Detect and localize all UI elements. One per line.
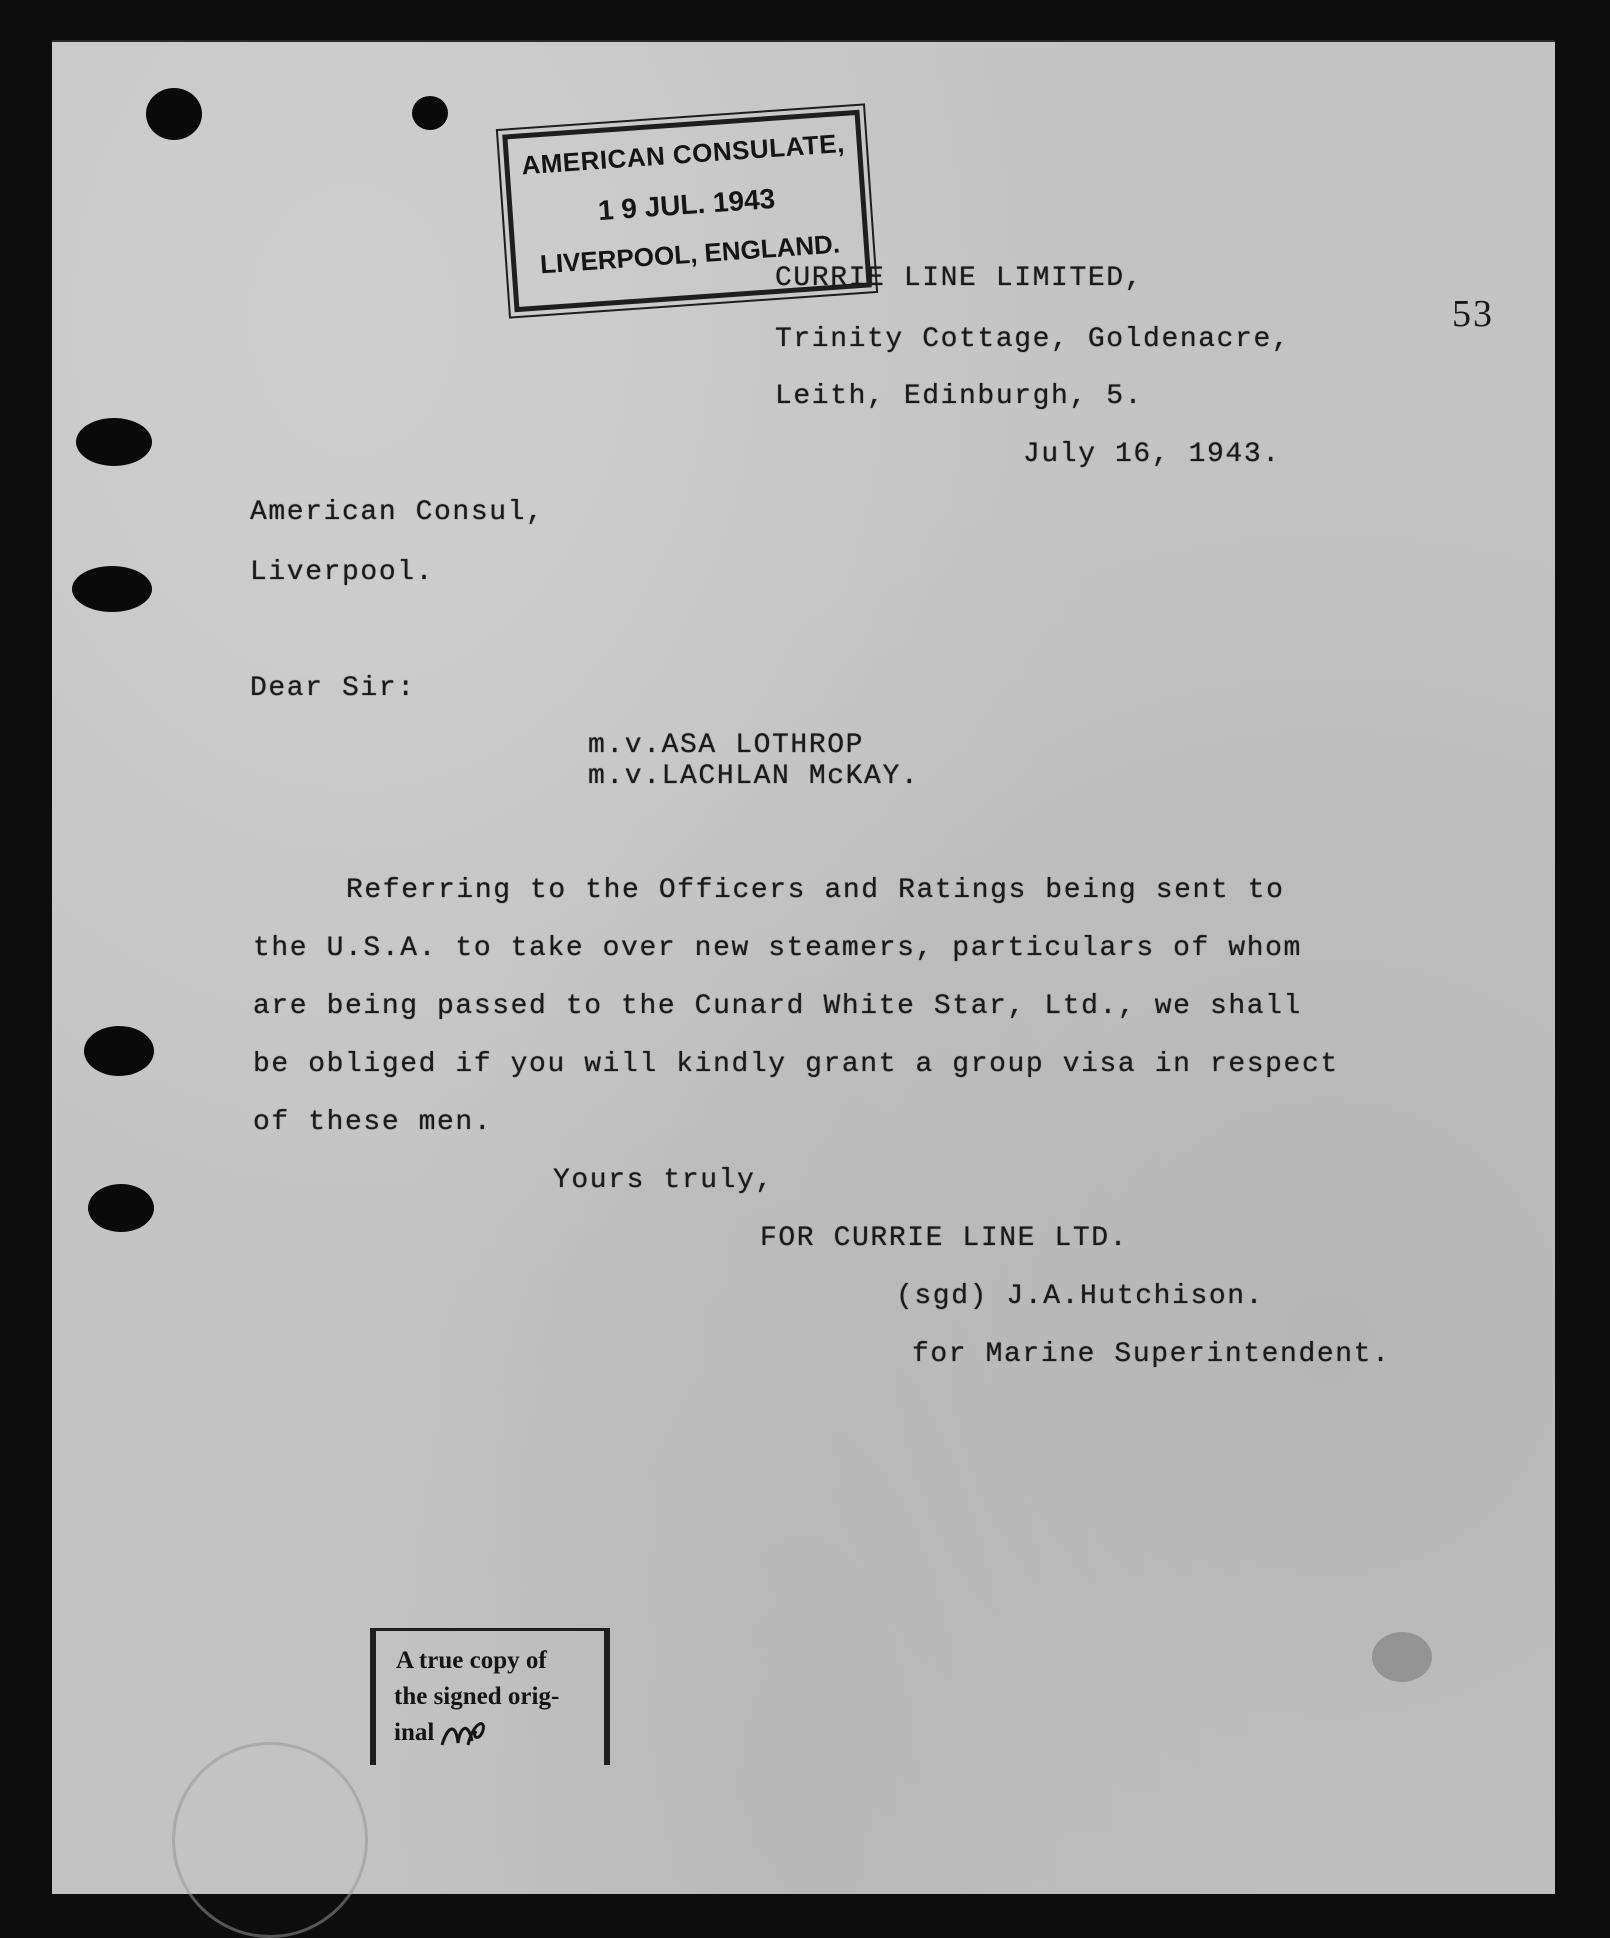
punch-hole-4 — [88, 1184, 154, 1232]
embossed-seal — [172, 1742, 368, 1938]
recipient-line2: Liverpool. — [250, 557, 435, 588]
letter-date: July 16, 1943. — [1023, 439, 1281, 470]
letter-page — [52, 40, 1555, 1894]
body-line4: be obliged if you will kindly grant a group visa in respect — [253, 1049, 1339, 1080]
closing-company: FOR CURRIE LINE LTD. — [760, 1223, 1129, 1254]
ink-smudge — [1372, 1632, 1432, 1682]
body-line2: the U.S.A. to take over new steamers, particulars of whom — [253, 933, 1302, 964]
body-line5: of these men. — [253, 1107, 493, 1138]
punch-hole-1 — [76, 418, 152, 466]
punch-hole-2 — [72, 566, 152, 612]
letterhead-address1: Trinity Cottage, Goldenacre, — [775, 324, 1291, 355]
stamp-consulate-date: 1 9 JUL. 1943 — [596, 182, 777, 227]
stamp-consulate-location: LIVERPOOL, ENGLAND. — [539, 228, 841, 280]
true-copy-stamp — [370, 1628, 610, 1765]
letterhead-company: CURRIE LINE LIMITED, — [775, 263, 1144, 294]
punch-hole-top — [146, 88, 202, 140]
stamp-consulate-line1: AMERICAN CONSULATE, — [520, 127, 846, 181]
subject-vessel1: m.v.ASA LOTHROP — [588, 730, 865, 761]
closing-signature: (sgd) J.A.Hutchison. — [896, 1281, 1265, 1312]
recipient-line1: American Consul, — [250, 497, 545, 528]
letterhead-address2: Leith, Edinburgh, 5. — [775, 381, 1144, 412]
initials-signature-icon — [438, 1715, 498, 1755]
closing-title: for Marine Superintendent. — [912, 1339, 1391, 1370]
closing-yours-truly: Yours truly, — [553, 1165, 774, 1196]
salutation: Dear Sir: — [250, 673, 416, 704]
page-number: 53 — [1452, 293, 1494, 335]
body-line1: Referring to the Officers and Ratings being sent to — [346, 875, 1285, 906]
true-copy-line1: A true copy of — [396, 1647, 547, 1674]
subject-vessel2: m.v.LACHLAN McKAY. — [588, 761, 920, 792]
true-copy-line3: inal — [394, 1719, 435, 1746]
body-line3: are being passed to the Cunard White Star, Ltd., we shall — [253, 991, 1302, 1022]
punch-hole-top-2 — [412, 96, 448, 130]
punch-hole-3 — [84, 1026, 154, 1076]
true-copy-line2: the signed orig- — [394, 1683, 560, 1710]
